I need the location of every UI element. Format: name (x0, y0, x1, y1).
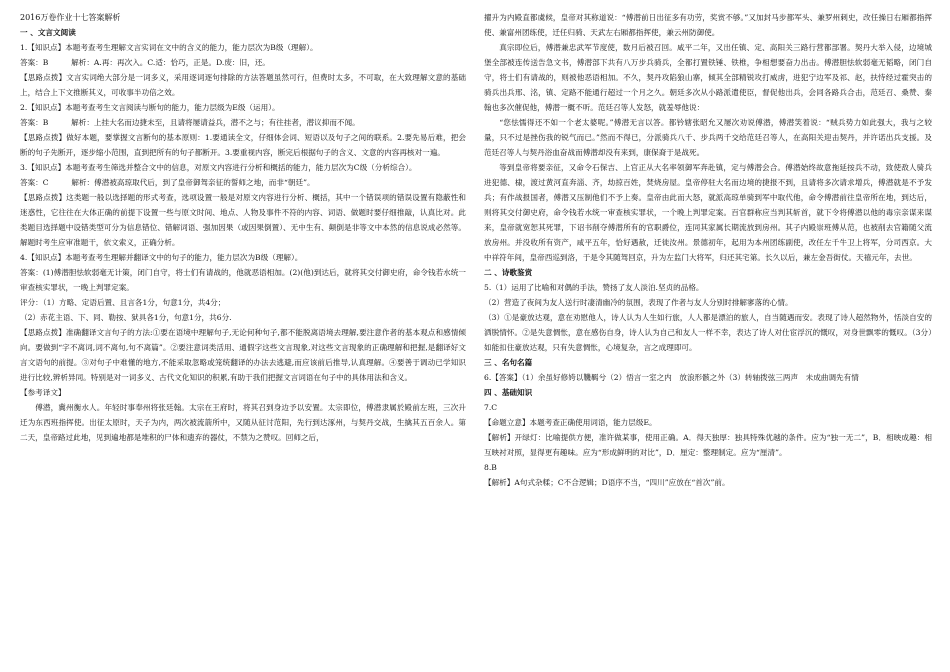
paragraph: 3.【知识点】本题考查考生筛选并整合文中的信息，对原文内容进行分析和概括的能力，能力层次为C级（分析综合）。 (20, 163, 417, 172)
section-heading: 一 、文言文阅读 (20, 28, 76, 37)
paragraph: “您怯懦得还不如一个老太婆呢。”傅潜无言以答。都钤辖张昭允又屡次劝说傅潜，傅潜笑着说：“贼兵势力如此强大，我与之较量，只不过是挫伤我的锐气而已。”然而不得已，分派骑兵八千、步兵两千交给范廷召等人，在高阳关迎击契丹，并许诺出兵支援。及范廷召等人与契丹浴血奋战而傅潜却没有来到，康保裔于是战死。 (484, 118, 932, 157)
paragraph: 答案：B 解析：上挂大名而边捷未至，且请将屡请益兵，潜不之与；有往挂者，潜议抑而不闻。 (20, 118, 360, 127)
paragraph: 【思路点拨】准确翻译文言句子的方法:①要在语境中理解句子,无论何种句子,都不能脱离语境去理解,要注意作者的基本观点和感情倾向。要做到“字不离词,词不离句,句不离篇”。②要注意词类活用、通假字这些文言现象,对这些文言现象的正确理解和把握,是翻译好文言文语句的前提。③对句子中难懂的地方,不能采取忽略或笼统翻译的办法去逃避,而应该前后推导,认真理解。④要善于调动已学知识进行比较,辨析异同。特别是对一词多义、古代文化知识的积累,有助于我们把握文言词语在句子中的具体用法和含义。 (20, 328, 466, 382)
paragraph: 【思路点拨】做好本题，要掌握文言断句的基本原则：1.要通读全文，仔细体会词、短语以及句子之间的联系。2.要先易后难，把会断的句子先断开，逐步缩小范围，直到把所有的句子都断开。3.要重视内容，断完后根据句子的含义、文意的内容再核对一遍。 (20, 133, 466, 157)
section-heading: 三 、名句名篇 (484, 358, 533, 367)
paragraph: 评分：（1）方略、定语后置、且言各1分，句意1分，共4分； (20, 298, 226, 307)
page-title: 2016万卷作业十七答案解析 (20, 13, 121, 22)
right-column (484, 10, 932, 490)
paragraph: 2.【知识点】本题考查考生文言阅读与断句的能力，能力层级为E级（运用）。 (20, 103, 280, 112)
paragraph: 傅潜，冀州衡水人。年轻时事奉州将张廷翰。太宗在王府时，将其召到身边予以安置。太宗即位，傅潜隶属於殿前左班，三次升迁为东西班指挥使。出征太原时，天子为内，两次被流箭所中，又随从征讨范阳，先行到达涿州，与契丹交战，生擒其五百余人。第二天，皇帝路过此地，见到遍地都是堆积的尸体和遗弃的器仗，不禁为之赞叹。回师之后， (20, 403, 466, 442)
paragraph: 真宗即位后，傅潜兼忠武军节度使，数月后被召回。咸平二年，又出任镇、定、高阳关三路行营都部署。契丹大举入侵，边境城堡全部被连传送告急文书，傅潜部下共有八万步兵骑兵，全都打置铁锤、铁椎，争相想要奋力出击。傅潜胆怯软弱毫无韬略，闭门自守，将士们有请战的，则被他恶语相加。不久，契丹攻陷狼山寨，倾其全部精锐攻打威虏，进犯宁边军及祁、赵，扶恃经过霍突击的骑兵出兵邢、洺，镇、定路不能通行超过一个月之久。朝廷多次从小路派遣使臣，督促他出兵，会同各路兵合击，范廷召、桑赞、秦翰也多次催促他，傅潜一概不听。范廷召等人发怒，就羞辱他说： (484, 43, 932, 112)
paragraph: 答案：C 解析：傅潜被高琼取代后，到了皇帝御驾亲征的誓师之地，而非“朝廷”。 (20, 178, 315, 187)
paragraph: （2）赤花主语、下、同、勒按、狱具各1分，句意1分，共6分. (20, 313, 232, 322)
left-column (20, 10, 466, 445)
paragraph: 【思路点拨】这类题一般以选择题的形式考查，选项设置一般是对原文内容进行分析、概括，其中一个错误项的错误设置有隐蔽性和迷惑性，它往往在大体正确的前提下设置一些与原文时间、地点、人物及事件不符的内容、词语、做题时要仔细推敲，认真比对。此类题目选择题中设错类型可分为信息错位、错解词语、强加因果（或因果倒置）、无中生有、颠倒是非等文中本然的信息说成必然等。解题时考生应审准题干，依文索义，正确分析。 (20, 193, 466, 247)
paragraph: 答案：(1)傅潜胆怯软弱毫无计策，闭门自守，将士们有请战的，他就恶语相加。(2)(他)到达后，就将其交付御史府，命令钱若水统一审查核实罪状，一晚上判罪定案。 (20, 268, 466, 292)
paragraph: 6.【答案】（1）余虽好修姱以鞿羁兮（2）悟言一室之内 放浪形骸之外（3）转轴拨弦三两声 未成曲调先有情 (484, 373, 859, 382)
paragraph: （2）营造了夜间为友人送行时凄清幽冷的氛围，表现了作者与友人分别时排解寥落的心情。 (484, 298, 793, 307)
paragraph: 【解析】开绿灯：比喻提供方便，准许做某事，使用正确。A．得天独厚：独具特殊优越的条件。应为“独一无二”，B．相映成趣：相互映衬对照，显得更有趣味。应为“形成鲜明的对比”，D．厘定：整理制定。应为“厘清”。 (484, 433, 932, 457)
section-heading: 二 、诗歌鉴赏 (484, 268, 533, 277)
paragraph: 7.C (484, 403, 498, 412)
paragraph: 等到皇帝将要亲征，又命令石保吉、上官正从大名率领御军奔赴镇，定与傅潜会合。傅潜始终故意拖延按兵不动，致使敌人骑兵进犯德、棣，渡过黄河直奔淄、齐，劫掠百姓，焚烧房屋。皇帝停驻大名而边境的捷报不到，且请将多次请求增兵，傅潜就是不予发兵；有作战报国者，傅潜又压制他们不予上奏。皇帝由此而大怒，就派高琼单骑到军中取代他，命令傅潜前往皇帝所在地，到达后，则将其交付御史府，命令钱若水统一审查核实罪状，一个晚上判罪定案。百官群称应当判其斩首，就下令将傅潜以他的毒宗亲谋来谋来，皇帝就宽恕其死罪，下诏书削夺傅潜所有的官职爵位，连同其家属长期流放到房州。其子内殿崇班傅从范，也被削去官籍随父流放房州。并没收所有资产，咸平五年，恰好遇赦，迁徙汝州。景德初年，起用为本州团练副使，改任左千牛卫上将军，分司西京。大中祥符年间，皇帝西巡到洛，于是令其随驾回京，升为左监门大将军，归还其宅第。长久以后，兼左金吾街仗。天禧元年，去世。 (484, 163, 932, 262)
paragraph: 1.【知识点】本题考查考生理解文言实词在文中的含义的能力，能力层次为B级（理解）。 (20, 43, 318, 52)
paragraph: 【参考译文】 (20, 388, 66, 397)
paragraph: 5.（1）运用了比喻和对偶的手法，赞扬了友人淡泊.坚贞的品格。 (484, 283, 704, 292)
paragraph: 【命题立意】本题考查正确使用词语，能力层级E。 (484, 418, 657, 427)
paragraph: （3）①是豪放达观，意在劝慰他人，诗人认为人生如行旅，人人都是漂泊的旅人，自当随遇而安。表现了诗人超然物外，恬淡自安的洒脱情怀。②是失意惆怅，意在感伤自身，诗人认为自己和友人一样不幸，表达了诗人对仕宦浮沉的慨叹，对身世飘零的慨叹。（3分）如能扣住豪放达观，只有失意惆怅，心境复杂，言之成理即可。 (484, 313, 932, 352)
paragraph: 擢升为内殿直都虞候，皇帝对其称道说：“傅潜前日出征多有功劳，奖赏不够。”又加封马步都军头、兼罗州刺史，改任操日右厢都指挥使、兼富州团练使，迁任归骑、天武左右厢都指挥使，兼云州防御使。 (484, 13, 932, 37)
paragraph: 4.【知识点】本题考查考生理解并翻译文中的句子的能力，能力层次为B级（理解）。 (20, 253, 303, 262)
paragraph: 【解析】A句式杂糅；C不合逻辑；D语序不当，“四川”应放在“首次”前。 (484, 478, 730, 487)
paragraph: 答案：B 解析：A.再：再次入。C.适：恰巧，正是。D.废：旧，还。 (20, 58, 270, 67)
section-heading: 四 、基础知识 (484, 388, 533, 397)
paragraph: 8.B (484, 463, 497, 472)
paragraph: 【思路点拨】文言实词绝大部分是一词多义，采用逐词逐句排除的方法答题虽然可行，但费时太多，不可取，在大致理解文意的基础上，结合上下文推断其义，可收事半功倍之效。 (20, 73, 466, 97)
